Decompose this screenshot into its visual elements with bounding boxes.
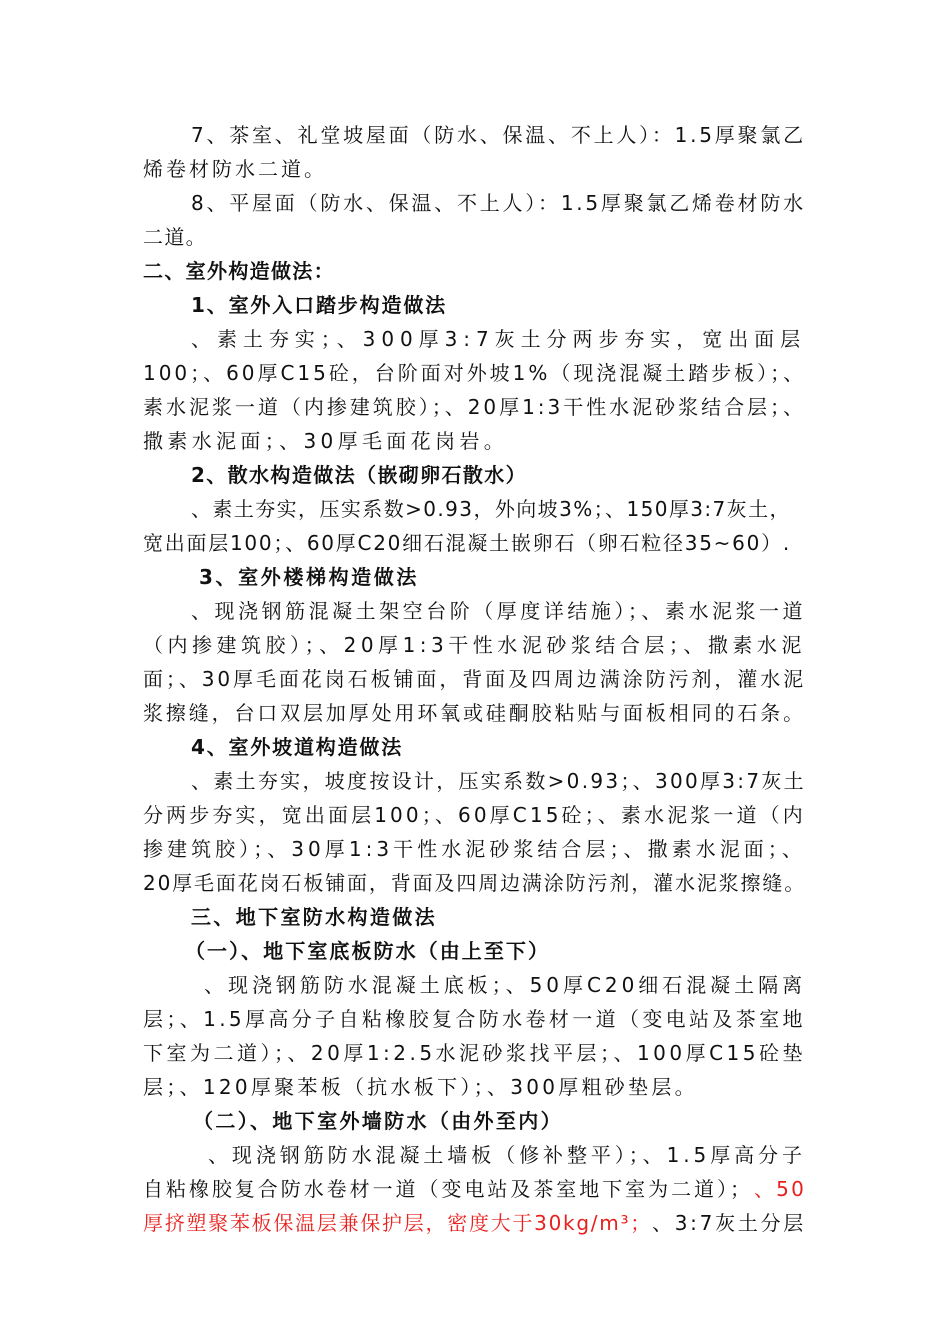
subsection-heading: （一）、地下室底板防水（由上至下） <box>185 939 551 963</box>
highlighted-text: 厚挤塑聚苯板保温层兼保护层，密度大于30kg/m³； <box>143 1211 652 1235</box>
paragraph-line: 素水泥浆一道（内掺建筑胶）；、20厚1:3干性水泥砂浆结合层；、 <box>143 395 806 419</box>
paragraph-line: 层；、1.5厚高分子自粘橡胶复合防水卷材一道（变电站及茶室地 <box>143 1007 806 1031</box>
paragraph-line: 100；、60厚C15砼，台阶面对外坡1%（现浇混凝土踏步板）；、 <box>143 361 807 385</box>
paragraph-line: 层；、120厚聚苯板（抗水板下）；、300厚粗砂垫层。 <box>143 1075 698 1099</box>
paragraph-line: 宽出面层100；、60厚C20细石混凝土嵌卵石（卵石粒径35~60）. <box>143 531 791 555</box>
paragraph-line: 浆擦缝，台口双层加厚处用环氧或硅酮胶粘贴与面板相同的石条。 <box>143 701 806 725</box>
paragraph-line: 8、平屋面（防水、保温、不上人）：1.5厚聚氯乙烯卷材防水 <box>191 191 806 215</box>
paragraph-line: 7、茶室、礼堂坡屋面（防水、保温、不上人）：1.5厚聚氯乙 <box>191 123 806 147</box>
subsection-heading: 4、室外坡道构造做法 <box>191 735 404 759</box>
paragraph-line: 厚挤塑聚苯板保温层兼保护层，密度大于30kg/m³； 、3:7灰土分层 <box>0 1206 950 1240</box>
paragraph-line: 烯卷材防水二道。 <box>143 157 327 181</box>
paragraph-line: （内掺建筑胶）；、20厚1:3干性水泥砂浆结合层；、撒素水泥 <box>143 633 806 657</box>
section-heading: 二、室外构造做法： <box>143 259 335 283</box>
paragraph-line: 、现浇钢筋防水混凝土底板；、50厚C20细石混凝土隔离 <box>204 973 807 997</box>
subsection-heading: （二）、地下室外墙防水（由外至内） <box>193 1109 563 1133</box>
paragraph-line: 、现浇钢筋防水混凝土墙板（修补整平）；、1.5厚高分子 <box>208 1143 806 1167</box>
paragraph-line: 撒素水泥面；、30厚毛面花岗岩。 <box>143 429 509 453</box>
highlighted-text: 、50 <box>754 1177 806 1201</box>
paragraph-line: 、现浇钢筋混凝土架空台阶（厚度详结施）；、素水泥浆一道 <box>191 599 807 623</box>
paragraph-line: 自粘橡胶复合防水卷材一道（变电站及茶室地下室为二道）； 、50 <box>0 1172 950 1206</box>
paragraph-line: 、素土夯实；、300厚3:7灰土分两步夯实，宽出面层 <box>191 327 807 351</box>
paragraph-line: 二道。 <box>143 225 207 249</box>
subsection-heading: 2、散水构造做法（嵌砌卵石散水） <box>191 463 527 487</box>
paragraph-line: 20厚毛面花岗石板铺面，背面及四周边满涂防污剂，灌水泥浆擦缝。 <box>143 871 807 895</box>
paragraph-line: 分两步夯实，宽出面层100；、60厚C15砼；、素水泥浆一道（内 <box>143 803 806 827</box>
paragraph-line: 、素土夯实，坡度按设计，压实系数>0.93；、300厚3:7灰土 <box>191 769 806 793</box>
paragraph-line: 面；、30厚毛面花岗石板铺面，背面及四周边满涂防污剂，灌水泥 <box>143 667 807 691</box>
section-heading: 三、地下室防水构造做法 <box>191 905 437 929</box>
paragraph-line: 下室为二道）；、20厚1:2.5水泥砂浆找平层；、100厚C15砼垫 <box>143 1041 806 1065</box>
subsection-heading: 1、室外入口踏步构造做法 <box>191 293 447 317</box>
paragraph-line: 、素土夯实，压实系数>0.93，外向坡3%；、150厚3:7灰土， <box>191 497 791 521</box>
paragraph-line: 掺建筑胶）；、30厚1:3干性水泥砂浆结合层；、撒素水泥面；、 <box>143 837 806 861</box>
subsection-heading: 3、室外楼梯构造做法 <box>199 565 420 589</box>
